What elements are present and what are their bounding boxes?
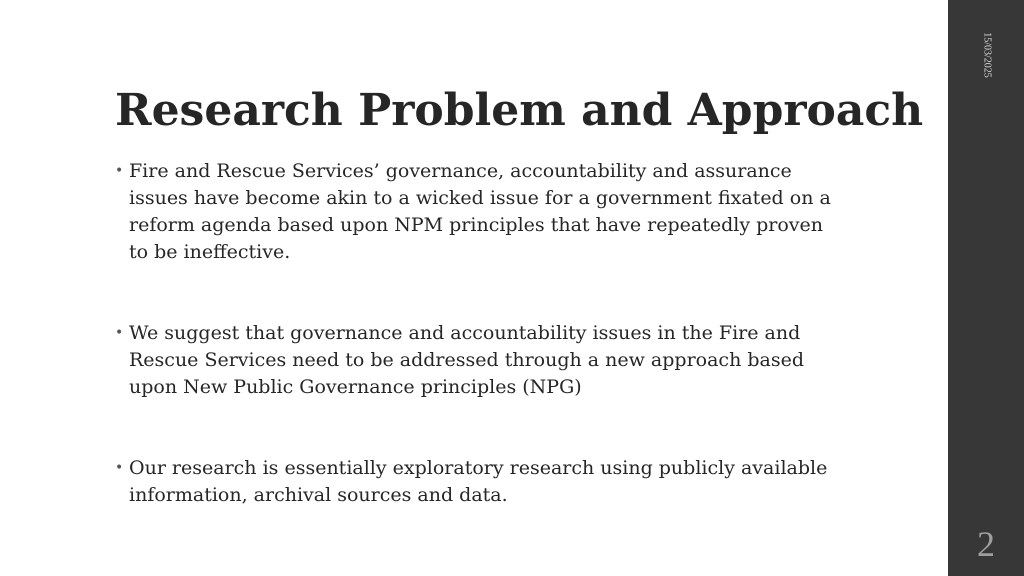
slide-title: Research Problem and Approach xyxy=(115,85,924,136)
sidebar-panel xyxy=(948,0,1024,576)
bullet-item: • Our research is essentially exploratory research using publicly available information, archival sources and data. xyxy=(115,455,835,509)
slide-date: 15/03/2025 xyxy=(981,32,993,78)
bullet-item: • We suggest that governance and accountability issues in the Fire and Rescue Services need to be addressed through a new approach based upon New Public Governance principles (NPG) xyxy=(115,320,835,401)
page-number: 2 xyxy=(977,524,995,564)
bullet-list xyxy=(115,158,835,509)
bullet-item: • Fire and Rescue Services’ governance, accountability and assurance issues have become akin to a wicked issue for a government fixated on a reform agenda based upon NPM principles that have repeatedly proven to be ineffective. xyxy=(115,158,835,266)
